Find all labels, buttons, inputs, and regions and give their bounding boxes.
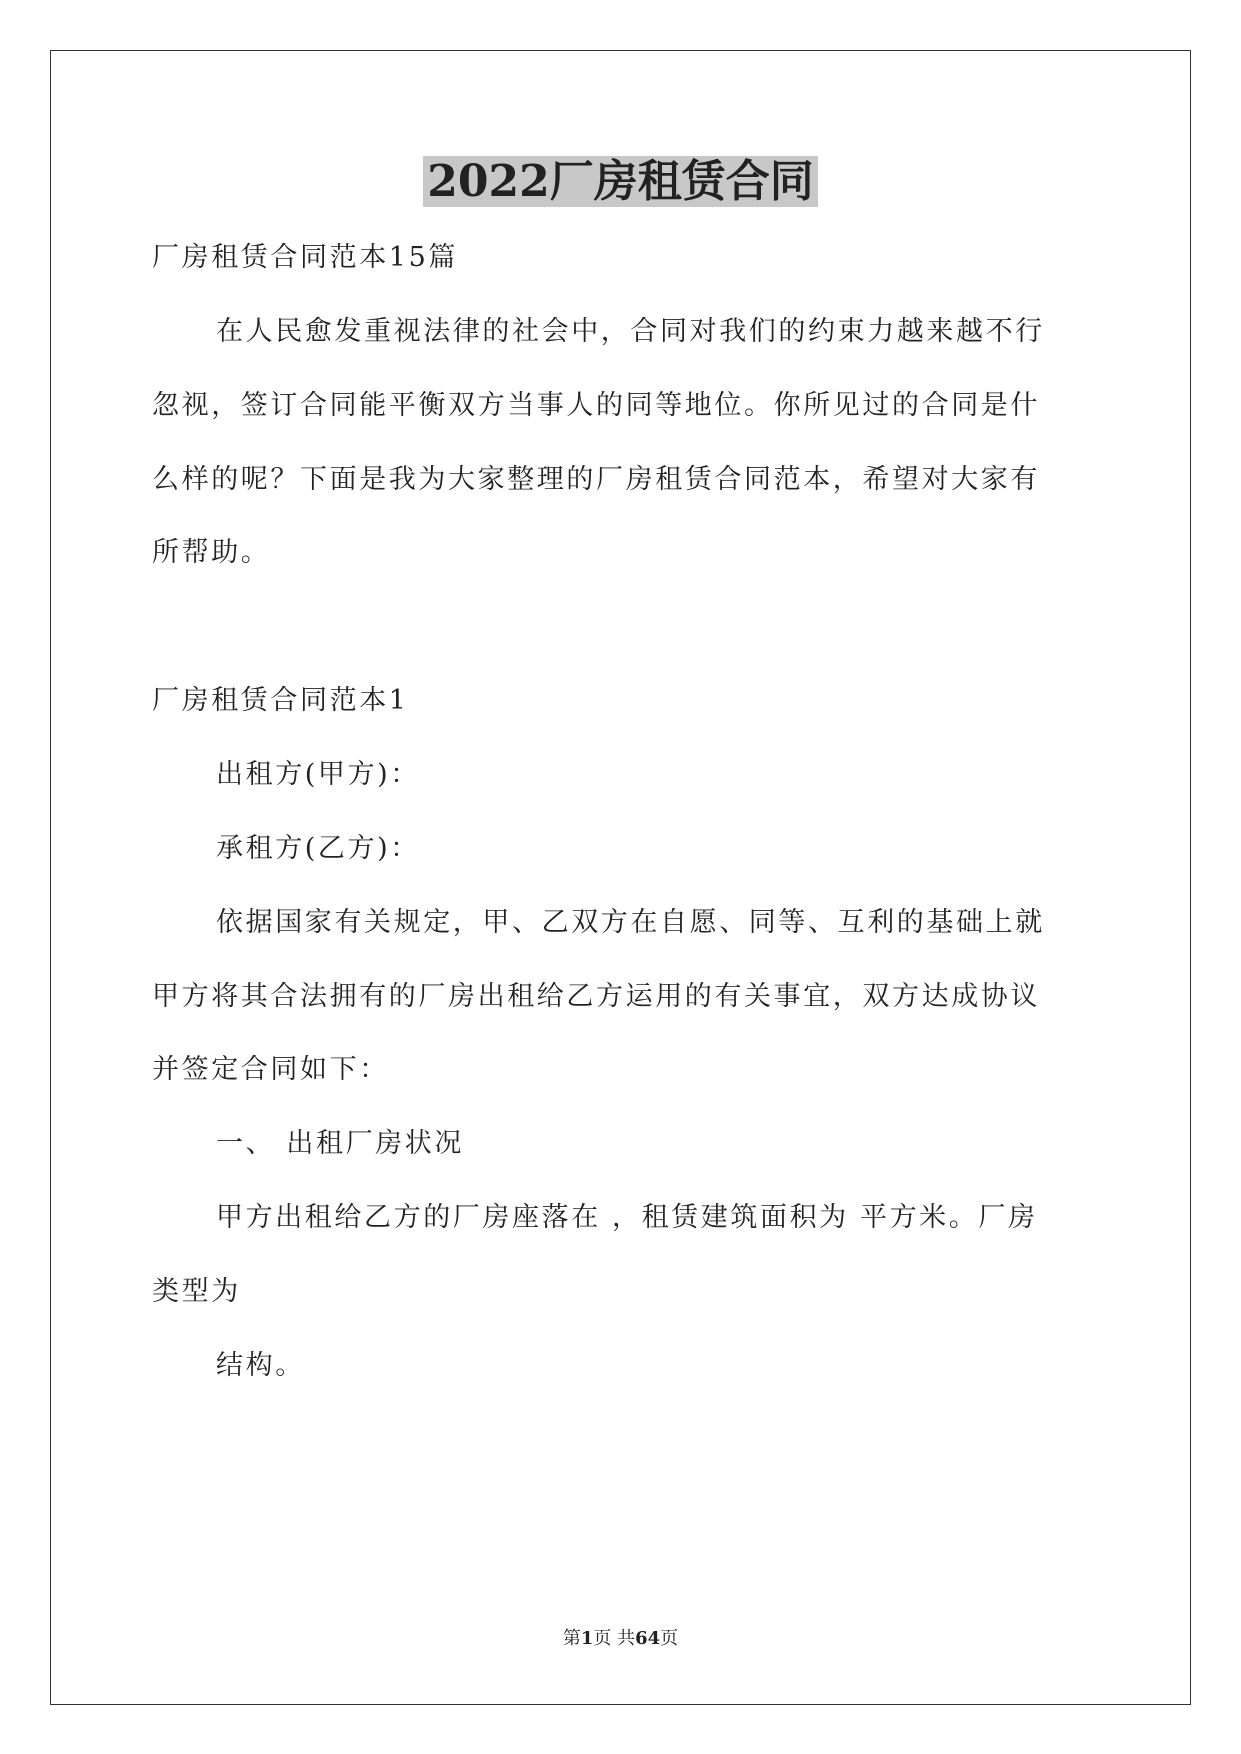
body-line: 甲方将其合法拥有的厂房出租给乙方运用的有关事宜，双方达成协议 <box>152 981 1040 1012</box>
clause-text-line: 类型为 <box>152 1276 241 1307</box>
intro-line: 在人民愈发重视法律的社会中，合同对我们的约束力越来越不行 <box>216 316 1045 347</box>
footer-mid: 页 共 <box>593 1628 636 1649</box>
clause-text-line: 甲方出租给乙方的厂房座落在 ，租赁建筑面积为 平方米。厂房 <box>216 1202 1038 1233</box>
clause-heading: 一、 出租厂房状况 <box>216 1128 464 1159</box>
footer-prefix: 第 <box>562 1628 581 1649</box>
body-line: 依据国家有关规定，甲、乙双方在自愿、同等、互利的基础上就 <box>216 907 1045 938</box>
footer-total-pages: 64 <box>635 1628 661 1649</box>
document-title-text: 2022厂房租赁合同 <box>423 156 817 207</box>
page-footer <box>0 1627 1241 1651</box>
document-title <box>0 153 1241 211</box>
intro-line: 所帮助。 <box>152 537 271 568</box>
section-heading: 厂房租赁合同范本1 <box>152 685 409 716</box>
body-line: 并签定合同如下： <box>152 1054 389 1085</box>
lessor-label: 出租方(甲方)： <box>216 759 420 790</box>
footer-page-number: 1 <box>580 1628 594 1649</box>
intro-line: 么样的呢？下面是我为大家整理的厂房租赁合同范本，希望对大家有 <box>152 464 1040 495</box>
lessee-label: 承租方(乙方)： <box>216 833 420 864</box>
footer-suffix: 页 <box>660 1628 679 1649</box>
clause-text-line: 结构。 <box>216 1350 305 1381</box>
intro-line: 忽视，签订合同能平衡双方当事人的同等地位。你所见过的合同是什 <box>152 390 1040 421</box>
subtitle: 厂房租赁合同范本15篇 <box>152 242 458 273</box>
page-border <box>50 50 1191 1705</box>
